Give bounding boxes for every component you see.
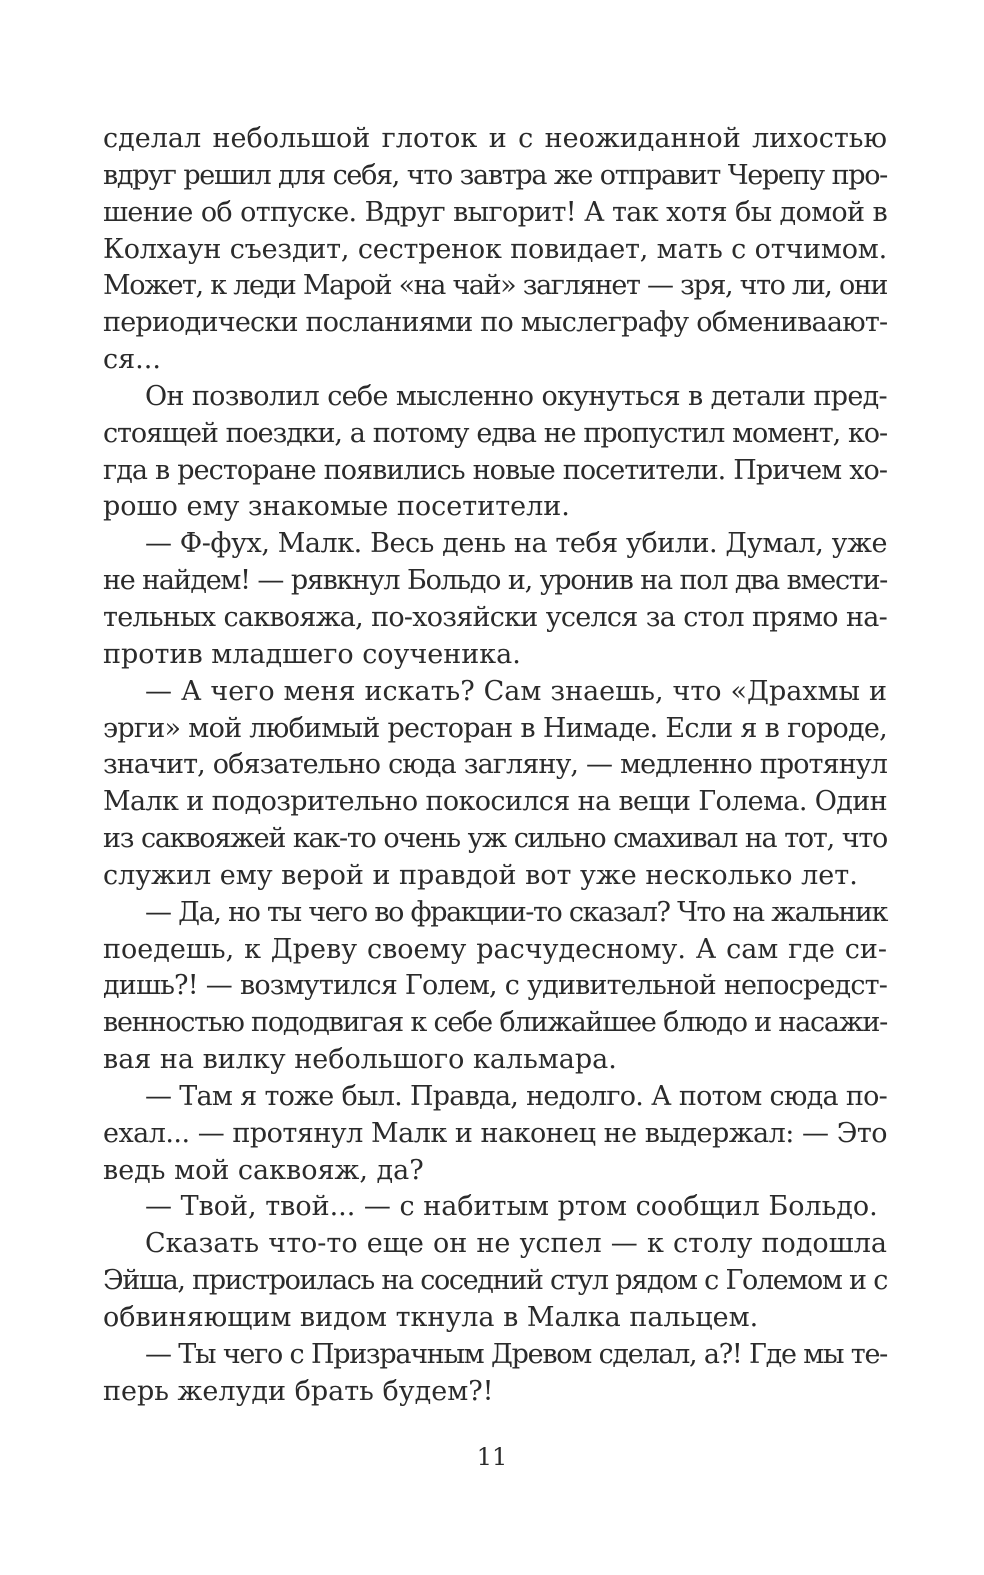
text-line: дишь?! — возмутился Голем, с удивительной непосредст-	[103, 970, 887, 1002]
text-line: из саквояжей как-то очень уж сильно смахивал на тот, что	[103, 823, 887, 855]
text-line: — Ф-фух, Малк. Весь день на тебя убили. Думал, уже	[145, 528, 887, 560]
text-line: рошо ему знакомые посетители.	[103, 491, 570, 523]
text-line: эрги» мой любимый ресторан в Нимаде. Если я в городе,	[103, 712, 887, 744]
text-line: значит, обязательно сюда загляну, — медленно протянул	[103, 749, 887, 781]
text-line: не найдем! — рявкнул Больдо и, уронив на пол два вмести-	[103, 565, 887, 597]
text-line: служил ему верой и правдой вот уже несколько лет.	[103, 859, 858, 891]
text-line: венностью пододвигая к себе ближайшее блюдо и насажи-	[103, 1007, 887, 1039]
text-line: периодически посланиями по мыслеграфу обмениваают-	[103, 307, 888, 339]
text-line: перь желуди брать будем?!	[103, 1375, 494, 1407]
text-line: Колхаун съездит, сестренок повидает, мать с отчимом.	[103, 233, 887, 265]
text-line: — Ты чего с Призрачным Древом сделал, а?! Где мы те-	[145, 1338, 887, 1370]
text-line: против младшего соученика.	[103, 638, 521, 670]
text-line: обвиняющим видом ткнула в Малка пальцем.	[103, 1302, 759, 1333]
text-line: — Твой, твой... — с набитым ртом сообщил Больдо.	[145, 1191, 878, 1223]
text-line: Может, к леди Марой «на чай» заглянет — зря, что ли, они	[103, 270, 887, 302]
text-line: Эйша, пристроилась на соседний стул рядом с Големом и с	[103, 1265, 887, 1297]
text-line: Малк и подозрительно покосился на вещи Голема. Один	[103, 786, 887, 818]
text-line: — А чего меня искать? Сам знаешь, что «Драхмы и	[145, 675, 887, 707]
text-line: Сказать что-то еще он не успел — к столу подошла	[145, 1228, 887, 1260]
text-line: Он позволил себе мысленно окунуться в детали пред-	[145, 380, 887, 412]
text-line: ведь мой саквояж, да?	[103, 1154, 424, 1186]
text-line: поедешь, к Древу своему расчудесному. А сам где си-	[103, 933, 887, 965]
text-line: ехал... — протянул Малк и наконец не выдержал: — Это	[103, 1117, 887, 1149]
text-line: шение об отпуске. Вдруг выгорит! А так хотя бы домой в	[103, 196, 887, 228]
text-line: вдруг решил для себя, что завтра же отправит Черепу про-	[103, 159, 887, 191]
text-line: вая на вилку небольшого кальмара.	[103, 1044, 617, 1076]
text-line: — Там я тоже был. Правда, недолго. А потом сюда по-	[145, 1080, 887, 1112]
text-line: ся...	[103, 344, 161, 376]
text-line: стоящей поездки, а потому едва не пропустил момент, ко-	[103, 417, 887, 449]
text-line: сделал небольшой глоток и с неожиданной лихостью	[103, 123, 887, 154]
text-line: — Да, но ты чего во фракции-то сказал? Что на жальник	[145, 896, 887, 928]
text-line: гда в ресторане появились новые посетители. Причем хо-	[103, 454, 887, 486]
text-line: тельных саквояжа, по-хозяйски уселся за стол прямо на-	[103, 601, 887, 633]
page-number: 11	[476, 1443, 508, 1471]
body-text	[103, 121, 887, 1411]
